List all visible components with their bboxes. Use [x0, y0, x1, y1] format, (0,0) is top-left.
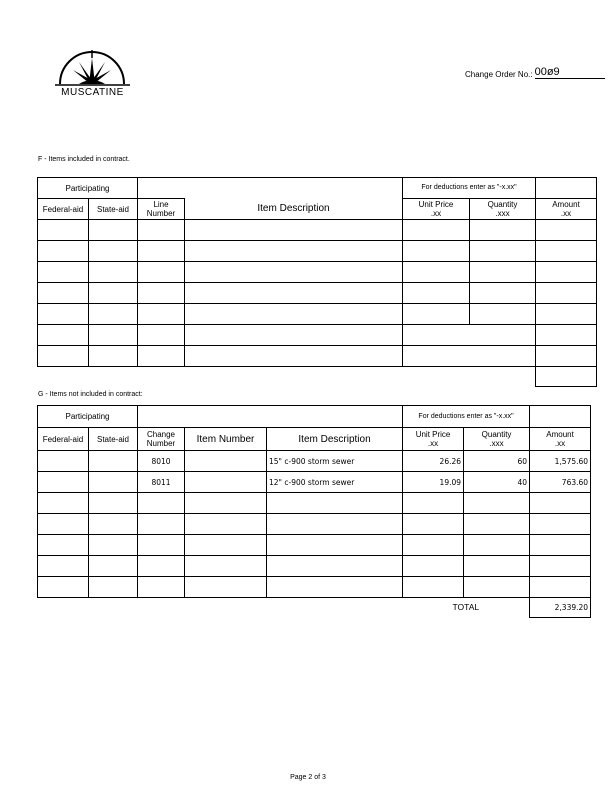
cell-line[interactable] — [138, 304, 185, 325]
cell-desc[interactable] — [185, 325, 403, 346]
section-g-label: G - Items not included in contract: — [38, 391, 143, 398]
cell-desc[interactable] — [267, 535, 403, 556]
cell-desc[interactable]: 15" c-900 storm sewer — [267, 451, 403, 472]
cell-unit-price[interactable] — [403, 577, 464, 598]
cell-unit-price[interactable] — [403, 346, 536, 367]
cell-amount[interactable] — [536, 304, 597, 325]
cell-amount[interactable] — [530, 514, 591, 535]
table-row — [38, 283, 597, 304]
deductions-note: For deductions enter as "-x.xx" — [403, 406, 530, 428]
cell-qty[interactable] — [464, 493, 530, 514]
cell-amount[interactable] — [530, 577, 591, 598]
col-unit-price: Unit Price .xx — [403, 199, 470, 220]
muscatine-logo — [55, 48, 130, 103]
cell-federal[interactable] — [38, 472, 89, 493]
change-order-label: Change Order No.: — [465, 70, 533, 79]
page-number: Page 2 of 3 — [290, 774, 326, 781]
table-row — [38, 556, 591, 577]
cell-line[interactable] — [138, 325, 185, 346]
cell-item-number[interactable] — [185, 577, 267, 598]
blank-header-amount — [530, 406, 591, 428]
cell-desc[interactable] — [185, 304, 403, 325]
table-row — [38, 346, 597, 367]
cell-qty[interactable] — [470, 241, 536, 262]
cell-unit-price[interactable] — [403, 325, 536, 346]
cell-amount[interactable] — [536, 346, 597, 367]
section-f-label: F - Items included in contract. — [38, 156, 130, 163]
cell-item-number[interactable] — [185, 514, 267, 535]
cell-change-number[interactable]: 8011 — [138, 472, 185, 493]
cell-unit-price[interactable] — [403, 493, 464, 514]
blank-header-amount — [536, 178, 597, 199]
cell-amount[interactable] — [536, 220, 597, 241]
cell-desc[interactable] — [185, 346, 403, 367]
table-row — [38, 325, 597, 346]
cell-state[interactable] — [89, 220, 138, 241]
cell-qty[interactable]: 40 — [464, 472, 530, 493]
col-quantity: Quantity .xxx — [470, 199, 536, 220]
cell-federal[interactable] — [38, 556, 89, 577]
col-line-number: Line Number — [138, 199, 185, 220]
cell-unit-price[interactable]: 19.09 — [403, 472, 464, 493]
table-row — [38, 535, 591, 556]
section-f-total[interactable] — [536, 367, 597, 387]
cell-amount[interactable] — [536, 283, 597, 304]
cell-qty[interactable] — [470, 304, 536, 325]
cell-state[interactable] — [89, 262, 138, 283]
cell-state[interactable] — [89, 472, 138, 493]
change-order-number — [465, 66, 605, 79]
cell-desc[interactable] — [267, 556, 403, 577]
change-order-value[interactable]: 00ø9 — [535, 66, 605, 79]
cell-qty[interactable] — [470, 220, 536, 241]
cell-amount[interactable]: 1,575.60 — [530, 451, 591, 472]
cell-line[interactable] — [138, 241, 185, 262]
deductions-note: For deductions enter as "-x.xx" — [403, 178, 536, 199]
cell-amount[interactable] — [530, 556, 591, 577]
col-item-description: Item Description — [185, 199, 403, 220]
col-item-description: Item Description — [267, 428, 403, 451]
cell-unit-price[interactable] — [403, 556, 464, 577]
total-label: TOTAL — [452, 602, 480, 613]
cell-desc[interactable] — [267, 493, 403, 514]
cell-qty[interactable] — [464, 556, 530, 577]
cell-line[interactable] — [138, 346, 185, 367]
cell-desc[interactable] — [185, 262, 403, 283]
cell-amount[interactable] — [536, 241, 597, 262]
cell-federal[interactable] — [38, 304, 89, 325]
cell-amount[interactable] — [530, 493, 591, 514]
cell-unit-price[interactable] — [403, 262, 470, 283]
cell-federal[interactable] — [38, 262, 89, 283]
cell-desc[interactable]: 12" c-900 storm sewer — [267, 472, 403, 493]
table-row — [38, 451, 591, 472]
col-amount: Amount .xx — [530, 428, 591, 451]
col-item-number: Item Number — [185, 428, 267, 451]
cell-amount[interactable] — [536, 325, 597, 346]
col-state-aid: State-aid — [89, 199, 138, 220]
cell-federal[interactable] — [38, 283, 89, 304]
cell-desc[interactable] — [185, 283, 403, 304]
cell-state[interactable] — [89, 514, 138, 535]
participating-header: Participating — [38, 406, 138, 428]
cell-state[interactable] — [89, 241, 138, 262]
cell-change-number[interactable] — [138, 535, 185, 556]
section-g-total[interactable]: 2,339.20 — [530, 598, 591, 618]
cell-qty[interactable] — [464, 514, 530, 535]
cell-item-number[interactable] — [185, 556, 267, 577]
cell-state[interactable] — [89, 451, 138, 472]
col-state-aid: State-aid — [89, 428, 138, 451]
spacer — [38, 598, 403, 618]
cell-state[interactable] — [89, 493, 138, 514]
cell-state[interactable] — [89, 325, 138, 346]
cell-unit-price[interactable] — [403, 220, 470, 241]
cell-qty[interactable] — [470, 262, 536, 283]
cell-item-number[interactable] — [185, 472, 267, 493]
col-federal-aid: Federal-aid — [38, 199, 89, 220]
cell-change-number[interactable] — [138, 514, 185, 535]
cell-change-number[interactable] — [138, 493, 185, 514]
cell-state[interactable] — [89, 283, 138, 304]
cell-unit-price[interactable] — [403, 241, 470, 262]
col-amount: Amount .xx — [536, 199, 597, 220]
cell-item-number[interactable] — [185, 535, 267, 556]
cell-qty[interactable] — [470, 283, 536, 304]
cell-state[interactable] — [89, 556, 138, 577]
col-change-number: Change Number — [138, 428, 185, 451]
col-federal-aid: Federal-aid — [38, 428, 89, 451]
cell-desc[interactable] — [185, 220, 403, 241]
cell-qty[interactable]: 60 — [464, 451, 530, 472]
table-row — [38, 241, 597, 262]
cell-item-number[interactable] — [185, 493, 267, 514]
table-row — [38, 514, 591, 535]
cell-unit-price[interactable] — [403, 535, 464, 556]
cell-unit-price[interactable] — [403, 283, 470, 304]
cell-line[interactable] — [138, 283, 185, 304]
cell-state[interactable] — [89, 535, 138, 556]
logo-text: MUSCATINE — [61, 87, 124, 98]
col-unit-price: Unit Price .xx — [403, 428, 464, 451]
spacer — [38, 367, 536, 387]
cell-line[interactable] — [138, 262, 185, 283]
table-row — [38, 493, 591, 514]
cell-amount[interactable] — [536, 262, 597, 283]
table-row — [38, 262, 597, 283]
cell-federal[interactable] — [38, 346, 89, 367]
cell-federal[interactable] — [38, 514, 89, 535]
cell-federal[interactable] — [38, 325, 89, 346]
table-row — [38, 220, 597, 241]
cell-item-number[interactable] — [185, 451, 267, 472]
cell-qty[interactable] — [464, 577, 530, 598]
table-row — [38, 304, 597, 325]
cell-state[interactable] — [89, 304, 138, 325]
cell-desc[interactable] — [267, 514, 403, 535]
cell-desc[interactable] — [185, 241, 403, 262]
cell-state[interactable] — [89, 346, 138, 367]
cell-federal[interactable] — [38, 577, 89, 598]
cell-change-number[interactable] — [138, 577, 185, 598]
cell-state[interactable] — [89, 577, 138, 598]
cell-change-number[interactable] — [138, 556, 185, 577]
blank-header — [138, 406, 403, 428]
cell-unit-price[interactable] — [403, 304, 470, 325]
cell-federal[interactable] — [38, 220, 89, 241]
cell-federal[interactable] — [38, 451, 89, 472]
cell-qty[interactable] — [464, 535, 530, 556]
cell-amount[interactable] — [530, 535, 591, 556]
cell-unit-price[interactable]: 26.26 — [403, 451, 464, 472]
col-quantity: Quantity .xxx — [464, 428, 530, 451]
participating-header: Participating — [38, 178, 138, 199]
cell-line[interactable] — [138, 220, 185, 241]
section-g-table — [37, 405, 591, 618]
cell-change-number[interactable]: 8010 — [138, 451, 185, 472]
cell-desc[interactable] — [267, 577, 403, 598]
cell-federal[interactable] — [38, 493, 89, 514]
cell-unit-price[interactable] — [403, 514, 464, 535]
cell-federal[interactable] — [38, 241, 89, 262]
cell-amount[interactable]: 763.60 — [530, 472, 591, 493]
table-row — [38, 577, 591, 598]
table-row — [38, 472, 591, 493]
blank-header — [138, 178, 403, 199]
section-f-table — [37, 177, 597, 387]
sunburst-icon — [55, 48, 130, 88]
cell-federal[interactable] — [38, 535, 89, 556]
